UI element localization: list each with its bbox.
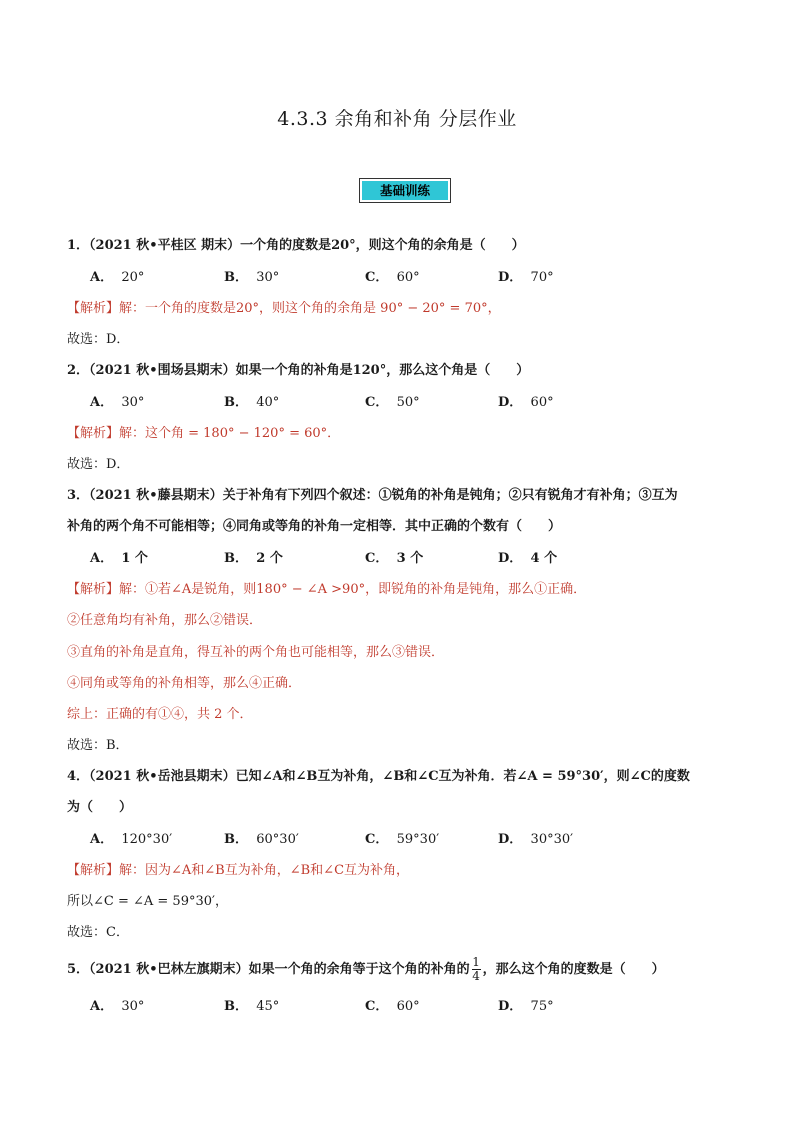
page-title: 4.3.3 余角和补角 分层作业 xyxy=(277,108,517,130)
question-4-option-b: B． 60°30′ xyxy=(224,832,299,847)
question-1-option-d: D． 70° xyxy=(498,270,554,285)
question-5-option-a: A． 30° xyxy=(90,999,145,1014)
question-4-option-a: A． 120°30′ xyxy=(90,832,173,847)
question-3-summary: 综上：正确的有①④，共 2 个． xyxy=(67,707,253,722)
question-2-option-b: B． 40° xyxy=(224,395,280,410)
question-4-option-c: C． 59°30′ xyxy=(365,832,440,847)
question-2-option-a: A． 30° xyxy=(90,395,145,410)
question-2-option-c: C． 50° xyxy=(365,395,420,410)
question-3-solution-line-4: ④同角或等角的补角相等，那么④正确． xyxy=(67,676,302,691)
question-3-option-b: B． 2 个 xyxy=(224,551,283,566)
question-2-answer: 故选：D． xyxy=(67,457,130,472)
section-badge-label: 基础训练 xyxy=(362,181,448,200)
question-3-option-a: A． 1 个 xyxy=(90,551,148,566)
question-2-option-d: D． 60° xyxy=(498,395,554,410)
question-3-answer: 故选：B． xyxy=(67,738,129,753)
question-2-solution: 【解析】解：这个角 = 180° − 120° = 60°． xyxy=(67,426,341,441)
question-5-stem: 5．（2021 秋•巴林左旗期末）如果一个角的余角等于这个角的补角的 $\frac{1}{4}$ ，那么这个角的度数是（ ） xyxy=(67,955,665,983)
question-1-option-a: A． 20° xyxy=(90,270,145,285)
question-1-answer: 故选：D． xyxy=(67,332,130,347)
question-4-stem-line-2: 为（ ） xyxy=(67,800,133,815)
question-3-stem-line-2: 补角的两个角不可能相等；④同角或等角的补角一定相等．其中正确的个数有（ ） xyxy=(67,519,562,534)
question-1-solution: 【解析】解：一个角的度数是20°，则这个角的余角是 90° − 20° = 70°， xyxy=(67,301,501,316)
question-1-option-b: B． 30° xyxy=(224,270,280,285)
question-3-solution-line-3: ③直角的补角是直角，得互补的两个角也可能相等，那么③错误． xyxy=(67,645,445,660)
question-4-solution: 【解析】解：因为∠A和∠B互为补角，∠B和∠C互为补角， xyxy=(67,863,410,878)
question-3-solution-line-2: ②任意角均有补角，那么②错误． xyxy=(67,613,263,628)
section-badge xyxy=(359,178,451,203)
question-4-answer: 故选：C． xyxy=(67,925,129,940)
question-1-stem: 1．（2021 秋•平桂区 期末）一个角的度数是20°，则这个角的余角是（ ） xyxy=(67,238,525,253)
question-5-option-d: D． 75° xyxy=(498,999,554,1014)
question-1-option-c: C． 60° xyxy=(365,270,420,285)
question-3-stem-line-1: 3．（2021 秋•藤县期末）关于补角有下列四个叙述：①锐角的补角是钝角；②只有锐角才有补角；③互为 xyxy=(67,488,678,503)
question-3-option-c: C． 3 个 xyxy=(365,551,424,566)
question-3-solution-line-1: 【解析】解：①若∠A是锐角，则180° − ∠A >90°，即锐角的补角是钝角，那么①正确． xyxy=(67,582,587,597)
question-4-option-d: D． 30°30′ xyxy=(498,832,574,847)
question-5-option-b: B． 45° xyxy=(224,999,280,1014)
question-4-derivation: 所以∠C = ∠A = 59°30′， xyxy=(67,894,228,909)
fraction-one-quarter: $\frac{1}{4}$ xyxy=(472,955,480,983)
question-4-stem-line-1: 4．（2021 秋•岳池县期末）已知∠A和∠B互为补角，∠B和∠C互为补角．若∠A = 59°30′，则∠C的度数 xyxy=(67,769,690,784)
question-3-option-d: D． 4 个 xyxy=(498,551,558,566)
question-2-stem: 2．（2021 秋•围场县期末）如果一个角的补角是120°，那么这个角是（ ） xyxy=(67,363,530,378)
question-5-option-c: C． 60° xyxy=(365,999,420,1014)
